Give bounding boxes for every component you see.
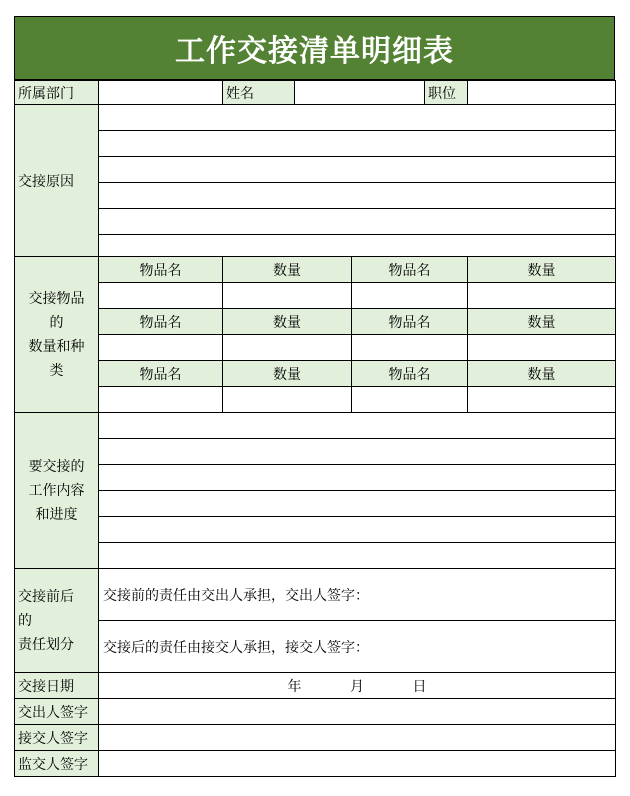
responsibility-label-line: 的 (18, 612, 32, 629)
reason-line[interactable] (99, 183, 616, 209)
responsibility-label (15, 569, 99, 673)
date-day: 日 (412, 678, 427, 695)
items-label-line: 类 (49, 362, 64, 379)
item-qty-header: 数量 (468, 309, 616, 335)
item-name-header: 物品名 (99, 361, 223, 387)
form-table (14, 80, 616, 777)
item-qty-header: 数量 (468, 361, 616, 387)
items-label-line: 交接物品 (28, 290, 85, 307)
item-qty-header: 数量 (468, 257, 616, 283)
supervisor-signature-field[interactable] (99, 751, 616, 777)
supervisor-signature-label: 监交人签字 (15, 751, 99, 777)
responsibility-label-line: 交接前后 (18, 588, 74, 605)
item-name-cell[interactable] (352, 387, 468, 413)
date-label: 交接日期 (15, 673, 99, 699)
item-qty-header: 数量 (223, 361, 352, 387)
handover-form (14, 16, 615, 777)
form-title: 工作交接清单明细表 (14, 16, 615, 80)
reason-line[interactable] (99, 157, 616, 183)
info-row (15, 81, 616, 105)
receiver-signature-label: 接交人签字 (15, 725, 99, 751)
item-qty-cell[interactable] (223, 335, 352, 361)
item-name-header: 物品名 (352, 361, 468, 387)
reason-line[interactable] (99, 105, 616, 131)
work-label-line: 和进度 (35, 506, 78, 523)
work-line[interactable] (99, 491, 616, 517)
responsibility-before[interactable]: 交接前的责任由交出人承担，交出人签字： (99, 569, 616, 621)
items-label-line: 数量和种 (28, 338, 85, 355)
receiver-signature-field[interactable] (99, 725, 616, 751)
items-label (15, 257, 99, 413)
position-field[interactable] (468, 81, 616, 105)
reason-line[interactable] (99, 235, 616, 257)
item-qty-header: 数量 (223, 257, 352, 283)
reason-line[interactable] (99, 209, 616, 235)
reason-label: 交接原因 (15, 105, 99, 257)
item-name-header: 物品名 (99, 257, 223, 283)
date-field[interactable] (99, 673, 616, 699)
item-name-cell[interactable] (99, 335, 223, 361)
responsibility-after[interactable]: 交接后的责任由接交人承担，接交人签字： (99, 621, 616, 673)
work-label-line: 工作内容 (28, 482, 85, 499)
item-name-header: 物品名 (99, 309, 223, 335)
department-label: 所属部门 (15, 81, 99, 105)
name-label: 姓名 (223, 81, 295, 105)
item-qty-cell[interactable] (468, 283, 616, 309)
position-label: 职位 (425, 81, 468, 105)
giver-signature-label: 交出人签字 (15, 699, 99, 725)
work-label-line: 要交接的 (28, 458, 85, 475)
item-name-header: 物品名 (352, 309, 468, 335)
name-field[interactable] (295, 81, 425, 105)
department-field[interactable] (99, 81, 223, 105)
item-qty-cell[interactable] (468, 387, 616, 413)
work-line[interactable] (99, 413, 616, 439)
responsibility-label-line: 责任划分 (18, 636, 74, 653)
giver-signature-field[interactable] (99, 699, 616, 725)
item-qty-cell[interactable] (223, 387, 352, 413)
reason-line[interactable] (99, 131, 616, 157)
item-qty-cell[interactable] (468, 335, 616, 361)
item-name-cell[interactable] (352, 283, 468, 309)
item-name-cell[interactable] (99, 387, 223, 413)
item-name-cell[interactable] (352, 335, 468, 361)
work-line[interactable] (99, 543, 616, 569)
item-name-cell[interactable] (99, 283, 223, 309)
work-line[interactable] (99, 465, 616, 491)
work-line[interactable] (99, 517, 616, 543)
date-month: 月 (350, 678, 364, 695)
date-year: 年 (287, 678, 302, 695)
item-name-header: 物品名 (352, 257, 468, 283)
work-line[interactable] (99, 439, 616, 465)
item-qty-header: 数量 (223, 309, 352, 335)
item-qty-cell[interactable] (223, 283, 352, 309)
work-label (15, 413, 99, 569)
items-label-line: 的 (49, 314, 64, 331)
